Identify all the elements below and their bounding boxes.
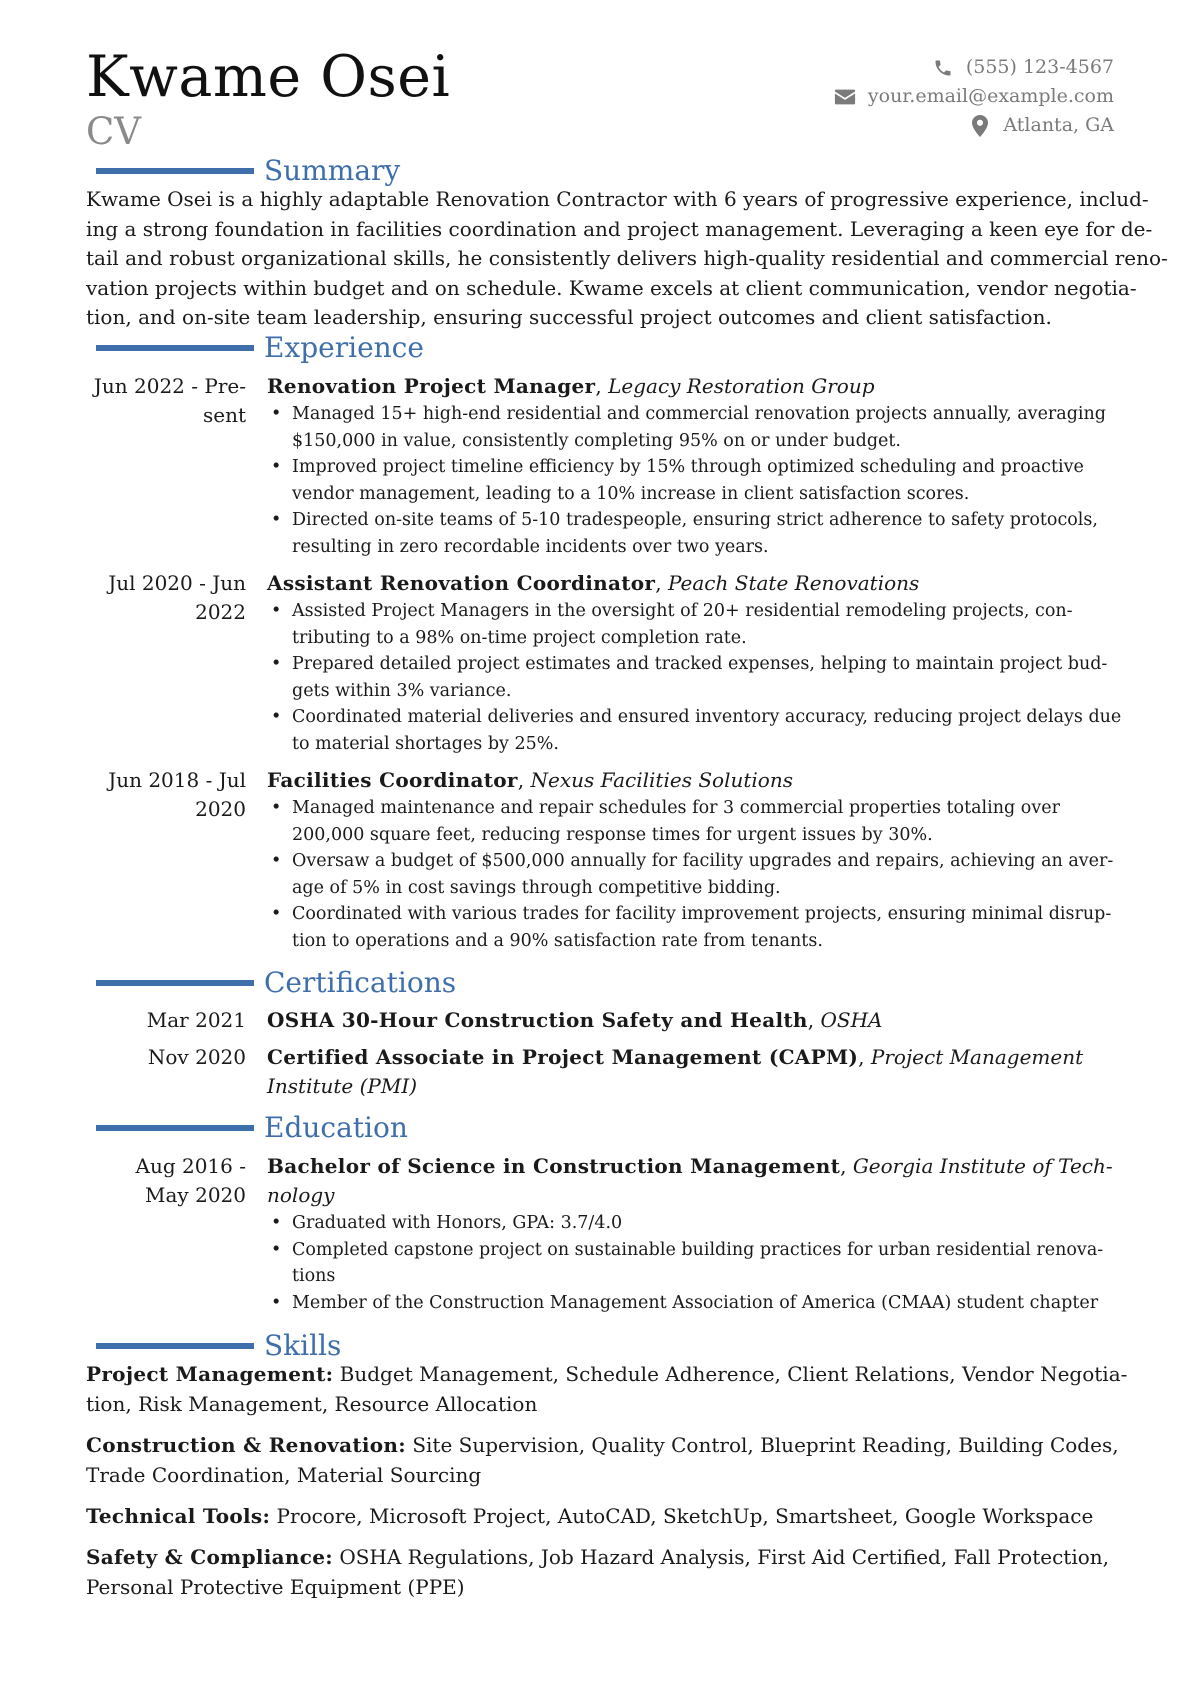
date-line: sent bbox=[202, 403, 246, 427]
section-title: Skills bbox=[264, 1329, 342, 1362]
issuer-name: Project Management bbox=[870, 1045, 1084, 1069]
skill-values-cont: Trade Coordination, Material Sourcing bbox=[86, 1462, 482, 1487]
entry-body bbox=[267, 766, 1190, 954]
entry-heading: OSHA 30-Hour Construction Safety and Health, OSHA bbox=[267, 1008, 883, 1032]
company-name: Legacy Restoration Group bbox=[608, 374, 875, 398]
section-accent-bar bbox=[96, 168, 254, 174]
list-item: • Prepared detailed project estimates and tracked expenses, helping to maintain project bud- gets within 3% variance. bbox=[267, 651, 1190, 704]
skill-values: Budget Management, Schedule Adherence, Client Relations, Vendor Negotia- bbox=[333, 1362, 1128, 1386]
bullet-list bbox=[267, 598, 1190, 757]
section-accent-bar bbox=[96, 980, 254, 986]
list-item: • Improved project timeline efficiency by 15% through optimized scheduling and proactive vendor management, leading to a 10% increase in client satisfaction scores. bbox=[267, 454, 1190, 507]
list-item: • Managed maintenance and repair schedules for 3 commercial properties totaling over 200,000 square feet, reducing response times for urgent issues by 30%. bbox=[267, 795, 1190, 848]
certification-title: Certified Associate in Project Management (CAPM) bbox=[267, 1045, 859, 1069]
section-heading-education bbox=[96, 1111, 408, 1145]
skill-values-cont: Personal Protective Equipment (PPE) bbox=[86, 1574, 465, 1599]
section-heading-summary bbox=[96, 154, 400, 188]
school-name-cont: nology bbox=[267, 1183, 335, 1207]
skill-label: Technical Tools: bbox=[86, 1504, 271, 1528]
list-item: • Coordinated with various trades for facility improvement projects, ensuring minimal disrup- tion to operations and a 90% satisfaction rate from tenants. bbox=[267, 901, 1190, 954]
envelope-icon bbox=[832, 88, 858, 106]
skill-group bbox=[86, 1431, 1119, 1490]
certification-title: OSHA 30-Hour Construction Safety and Health bbox=[267, 1008, 808, 1032]
skill-label: Safety & Compliance: bbox=[86, 1545, 333, 1569]
skill-values-cont: tion, Risk Management, Resource Allocation bbox=[86, 1391, 538, 1416]
section-title: Education bbox=[264, 1111, 408, 1144]
entry-body bbox=[267, 1152, 1190, 1316]
entry-body bbox=[267, 1043, 1190, 1101]
issuer-name-cont: Institute (PMI) bbox=[267, 1074, 418, 1098]
date-line: May 2020 bbox=[145, 1183, 246, 1207]
company-name: Peach State Renovations bbox=[667, 571, 920, 595]
contact-email bbox=[832, 82, 1114, 111]
entry-date: Nov 2020 bbox=[147, 1045, 246, 1069]
summary-line: vation projects within budget and on schedule. Kwame excels at client communication, vendor negotia- bbox=[86, 275, 1137, 300]
issuer-name: OSHA bbox=[820, 1008, 883, 1032]
summary-line: tion, and on-site team leadership, ensuring successful project outcomes and client satisfaction. bbox=[86, 305, 1052, 329]
entry-date bbox=[86, 372, 246, 430]
degree-title: Bachelor of Science in Construction Management bbox=[267, 1154, 841, 1178]
entry-date: Mar 2021 bbox=[146, 1008, 246, 1032]
list-item: • Member of the Construction Management Association of America (CMAA) student chapter bbox=[267, 1290, 1190, 1317]
entry-body bbox=[267, 372, 1190, 560]
list-item: • Directed on-site teams of 5-10 tradespeople, ensuring strict adherence to safety protocols, resulting in zero recordable incidents over two years. bbox=[267, 507, 1190, 560]
document-subtitle: CV bbox=[86, 110, 142, 153]
company-name: Nexus Facilities Solutions bbox=[530, 768, 793, 792]
section-title: Experience bbox=[264, 331, 424, 364]
skill-values: OSHA Regulations, Job Hazard Analysis, First Aid Certified, Fall Protection, bbox=[332, 1545, 1110, 1569]
map-pin-icon bbox=[967, 115, 993, 137]
contact-block bbox=[832, 53, 1114, 140]
bullet-list bbox=[267, 1210, 1190, 1316]
school-name: Georgia Institute of Tech- bbox=[852, 1154, 1113, 1178]
summary-line: tail and robust organizational skills, he consistently delivers high-quality residential and commercial reno- bbox=[86, 246, 1168, 270]
entry-heading: Renovation Project Manager, Legacy Restoration Group bbox=[267, 374, 875, 398]
section-accent-bar bbox=[96, 1125, 254, 1131]
job-title: Renovation Project Manager bbox=[267, 374, 596, 398]
section-title: Summary bbox=[264, 154, 401, 187]
list-item: • Assisted Project Managers in the oversight of 20+ residential remodeling projects, con- tributing to a 98% on-time project completion rate. bbox=[267, 598, 1190, 651]
skill-group bbox=[86, 1502, 1114, 1532]
section-accent-bar bbox=[96, 345, 254, 351]
contact-phone bbox=[832, 53, 1114, 82]
date-line: 2020 bbox=[195, 797, 246, 821]
section-title: Certifications bbox=[264, 966, 457, 999]
section-heading-skills bbox=[96, 1329, 341, 1363]
list-item: • Completed capstone project on sustainable building practices for urban residential renova- tions bbox=[267, 1237, 1190, 1290]
phone-icon bbox=[930, 58, 956, 78]
date-line: 2022 bbox=[195, 600, 246, 624]
entry-date bbox=[86, 1152, 246, 1210]
entry-heading: Certified Associate in Project Management (CAPM), Project Management Institute (PMI) bbox=[267, 1045, 1084, 1098]
list-item: • Oversaw a budget of $500,000 annually for facility upgrades and repairs, achieving an aver- age of 5% in cost savings through competitive bidding. bbox=[267, 848, 1190, 901]
skill-group bbox=[86, 1360, 1128, 1419]
skill-label: Construction & Renovation: bbox=[86, 1433, 406, 1457]
bullet-list bbox=[267, 401, 1190, 560]
entry-body bbox=[267, 569, 1190, 757]
list-item: • Graduated with Honors, GPA: 3.7/4.0 bbox=[267, 1210, 1190, 1237]
list-item: • Managed 15+ high-end residential and commercial renovation projects annually, averaging $150,000 in value, consistently completing 95% on or under budget. bbox=[267, 401, 1190, 454]
person-name: Kwame Osei bbox=[86, 44, 451, 110]
date-line: Jun 2022 - Pre- bbox=[93, 374, 246, 398]
date-line: Jul 2020 - Jun bbox=[108, 571, 246, 595]
section-heading-certifications bbox=[96, 966, 456, 1000]
entry-date bbox=[86, 766, 246, 824]
bullet-list bbox=[267, 795, 1190, 954]
job-title: Facilities Coordinator bbox=[267, 768, 518, 792]
entry-heading: Facilities Coordinator, Nexus Facilities Solutions bbox=[267, 768, 793, 792]
skill-values: Site Supervision, Quality Control, Blueprint Reading, Building Codes, bbox=[405, 1433, 1119, 1457]
section-accent-bar bbox=[96, 1343, 254, 1349]
date-line: Aug 2016 - bbox=[135, 1154, 246, 1178]
contact-location bbox=[832, 111, 1114, 140]
section-heading-experience bbox=[96, 331, 424, 365]
job-title: Assistant Renovation Coordinator bbox=[267, 571, 656, 595]
location-text: Atlanta, GA bbox=[1003, 114, 1114, 136]
email-text: your.email@example.com bbox=[867, 85, 1114, 107]
entry-heading: Bachelor of Science in Construction Management, Georgia Institute of Tech- nology bbox=[267, 1154, 1113, 1207]
summary-line: Kwame Osei is a highly adaptable Renovation Contractor with 6 years of progressive experience, includ- bbox=[86, 187, 1149, 211]
date-line: Jun 2018 - Jul bbox=[108, 768, 246, 792]
skill-values: Procore, Microsoft Project, AutoCAD, SketchUp, Smartsheet, Google Workspace bbox=[270, 1504, 1094, 1528]
phone-text: (555) 123-4567 bbox=[965, 56, 1114, 78]
summary-line: ing a strong foundation in facilities coordination and project management. Leveraging a keen eye for de- bbox=[86, 216, 1153, 241]
skill-group bbox=[86, 1543, 1114, 1602]
entry-body bbox=[267, 1006, 1190, 1035]
summary-paragraph bbox=[86, 185, 1168, 333]
skill-label: Project Management: bbox=[86, 1362, 334, 1386]
list-item: • Coordinated material deliveries and ensured inventory accuracy, reducing project delays due to material shortages by 25%. bbox=[267, 704, 1190, 757]
entry-heading: Assistant Renovation Coordinator, Peach State Renovations bbox=[267, 571, 920, 595]
entry-date bbox=[86, 569, 246, 627]
